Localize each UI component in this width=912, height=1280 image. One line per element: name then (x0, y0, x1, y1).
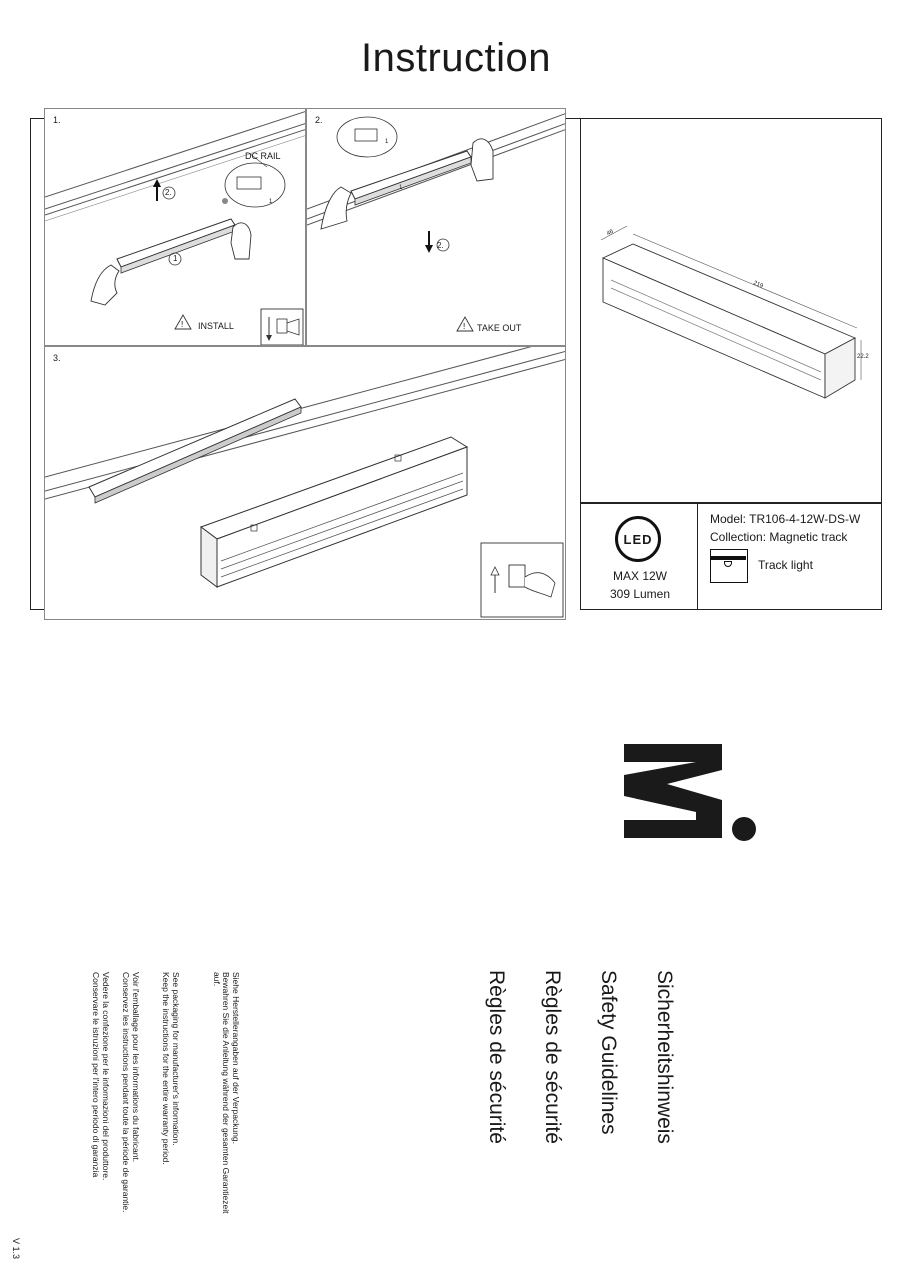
frame-bracket-left (30, 118, 31, 610)
dc-rail-label: DC RAIL (245, 151, 281, 161)
frame-bracket-top (30, 118, 44, 119)
install-label: INSTALL (198, 321, 234, 331)
lumen-rating: 309 Lumen (609, 587, 671, 601)
step-1-callout-2: 2. (165, 188, 172, 197)
dim-height: 22.2 (857, 354, 869, 360)
frame-bracket-bottom (30, 609, 44, 610)
safety-heading-fr: Règles de sécurité (541, 970, 564, 1144)
step-1-panel (44, 108, 306, 346)
safety-paragraph-fr: Voir l'emballage pour les informations du fabricant. Conservez les instructions pendant toute la période de garantie. (121, 972, 141, 1213)
svg-text:!: ! (181, 320, 184, 329)
safety-heading-it: Règles de sécurité (485, 970, 508, 1144)
step-2-illustration (307, 109, 566, 346)
step-1-illustration (45, 109, 306, 346)
safety-paragraph-de: Siehe Herstellerangaben auf der Verpackung. Bewahren Sie die Anleitung während der gesamten Garantiezeit auf. (212, 972, 241, 1214)
step-2-number: 2. (315, 115, 323, 125)
page-title: Instruction (360, 36, 552, 80)
version-label: V 1.3 (11, 1238, 21, 1260)
svg-text:!: ! (463, 322, 466, 331)
step-1-callout-1: 1 (173, 254, 178, 263)
take-out-label: TAKE OUT (477, 323, 522, 333)
led-box (580, 503, 698, 610)
led-icon (615, 516, 661, 562)
step-3-number: 3. (53, 353, 61, 363)
power-rating: MAX 12W (612, 569, 667, 583)
track-light-text: Track light (758, 558, 813, 572)
safety-heading-en: Safety Guidelines (597, 970, 620, 1135)
step-2-callout-small: 1 (385, 139, 389, 145)
step-1-number: 1. (53, 115, 61, 125)
collection-text: Collection: Magnetic track (710, 530, 848, 544)
step-1-callout-small: 1 (269, 199, 273, 205)
led-badge: LED (623, 531, 653, 547)
model-text: Model: TR106-4-12W-DS-W (710, 512, 861, 526)
step-2-panel (306, 108, 566, 346)
safety-paragraph-it: Vedere la confezione per le informazioni del produttore. Conservare le istruzioni per l'intero periodo di garanzia (91, 972, 111, 1181)
safety-heading-de: Sicherheitshinweis (653, 970, 676, 1144)
dim-length: 219 (752, 280, 764, 290)
step-3-panel (44, 346, 566, 620)
track-light-icon (710, 549, 748, 583)
dimension-drawing (581, 118, 883, 503)
step-3-illustration (45, 347, 566, 620)
dim-width: 46 (605, 228, 615, 238)
step-2-callout-2: 2. (437, 241, 444, 250)
safety-paragraph-en: See packaging for manufacturer's information. Keep the instructions for the entire warranty period. (161, 972, 181, 1165)
model-box (697, 503, 882, 610)
dimension-panel (580, 118, 882, 503)
step-2-callout-1: 1 (399, 185, 403, 191)
